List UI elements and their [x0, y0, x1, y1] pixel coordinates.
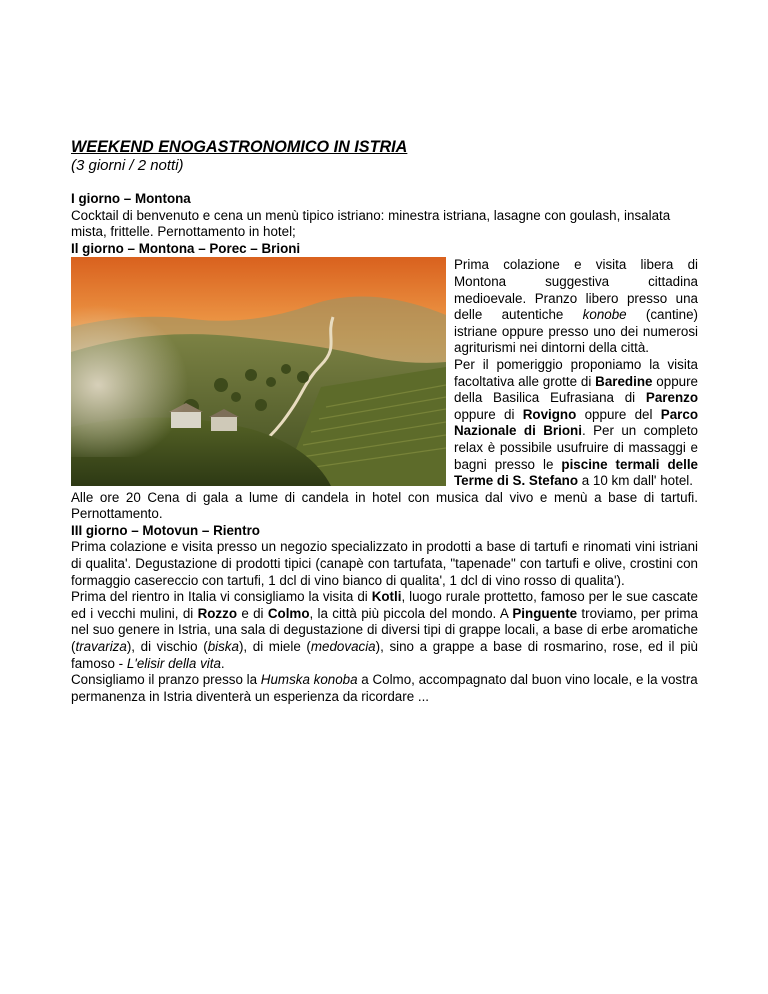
document-subtitle: (3 giorni / 2 notti) — [71, 157, 184, 174]
day2-paragraph-2: Per il pomeriggio proponiamo la visita facoltativa alle grotte di Baredine oppure della Basilica Eufrasiana di Parenzo oppure di Rovigno oppure del Parco Nazionale di Brioni. Per un completo relax è possibile usufruire di massaggi e bagni presso le piscine termali delle Terme di S. Stefano a 10 km dall' hotel. — [454, 356, 699, 489]
day3-heading: III giorno – Motovun – Rientro — [71, 522, 260, 538]
day2-paragraph-3: Alle ore 20 Cena di gala a lume di candela in hotel con musica dal vivo e menù a base di tartufi. Pernottamento. — [71, 489, 698, 522]
day1-text: Cocktail di benvenuto e cena un menù tipico istriano: minestra istriana, lasagne con goulash, insalata mista, frittelle. Pernottamento in hotel; — [71, 207, 671, 240]
istria-landscape-photo — [71, 257, 446, 486]
day2-heading: Il giorno – Montona – Porec – Brioni — [71, 240, 301, 256]
day1-heading: I giorno – Montona — [71, 191, 191, 206]
document-page — [71, 138, 698, 705]
day3-paragraph-1: Prima colazione e visita presso un negozio specializzato in prodotti a base di tartufi e rinomati vini istriani di qualita'. Degustazione di prodotti tipici (canapè con tartufata, "tapenade" con tartufi e olive, crostini con formaggio casereccio con tartufi, 1 dcl di vino bianco di qualita', 1 dcl di vino rosso di qualita'). — [71, 539, 698, 588]
document-title: WEEKEND ENOGASTRONOMICO IN ISTRIA — [71, 138, 408, 156]
day2-paragraph-1: Prima colazione e visita libera di Montona suggestiva cittadina medioevale. Pranzo libero presso una delle autentiche konobe (cantine) istriane oppure presso uno dei numerosi agriturismi nei dintorni della città. — [454, 257, 698, 356]
day3-paragraph-3: Consigliamo il pranzo presso la Humska konoba a Colmo, accompagnato dal buon vino locale, e la vostra permanenza in Istria diventerà un esperienza da ricordare ... — [71, 672, 698, 704]
day3-paragraph-2: Prima del rientro in Italia vi consigliamo la visita di Kotli, luogo rurale prottetto, famoso per le sue cascate ed i vecchi mulini, di Rozzo e di Colmo, la città più piccola del mondo. A Pinguente troviamo, per prima nel suo genere in Istria, una sala di degustazione di diversi tipi di grappe locali, a base di erbe aromatiche (travariza), di vischio (biska), di miele (medovacia), sino a grappe a base di rosmarino, rose, ed il più famoso - L'elisir della vita. — [71, 589, 698, 671]
